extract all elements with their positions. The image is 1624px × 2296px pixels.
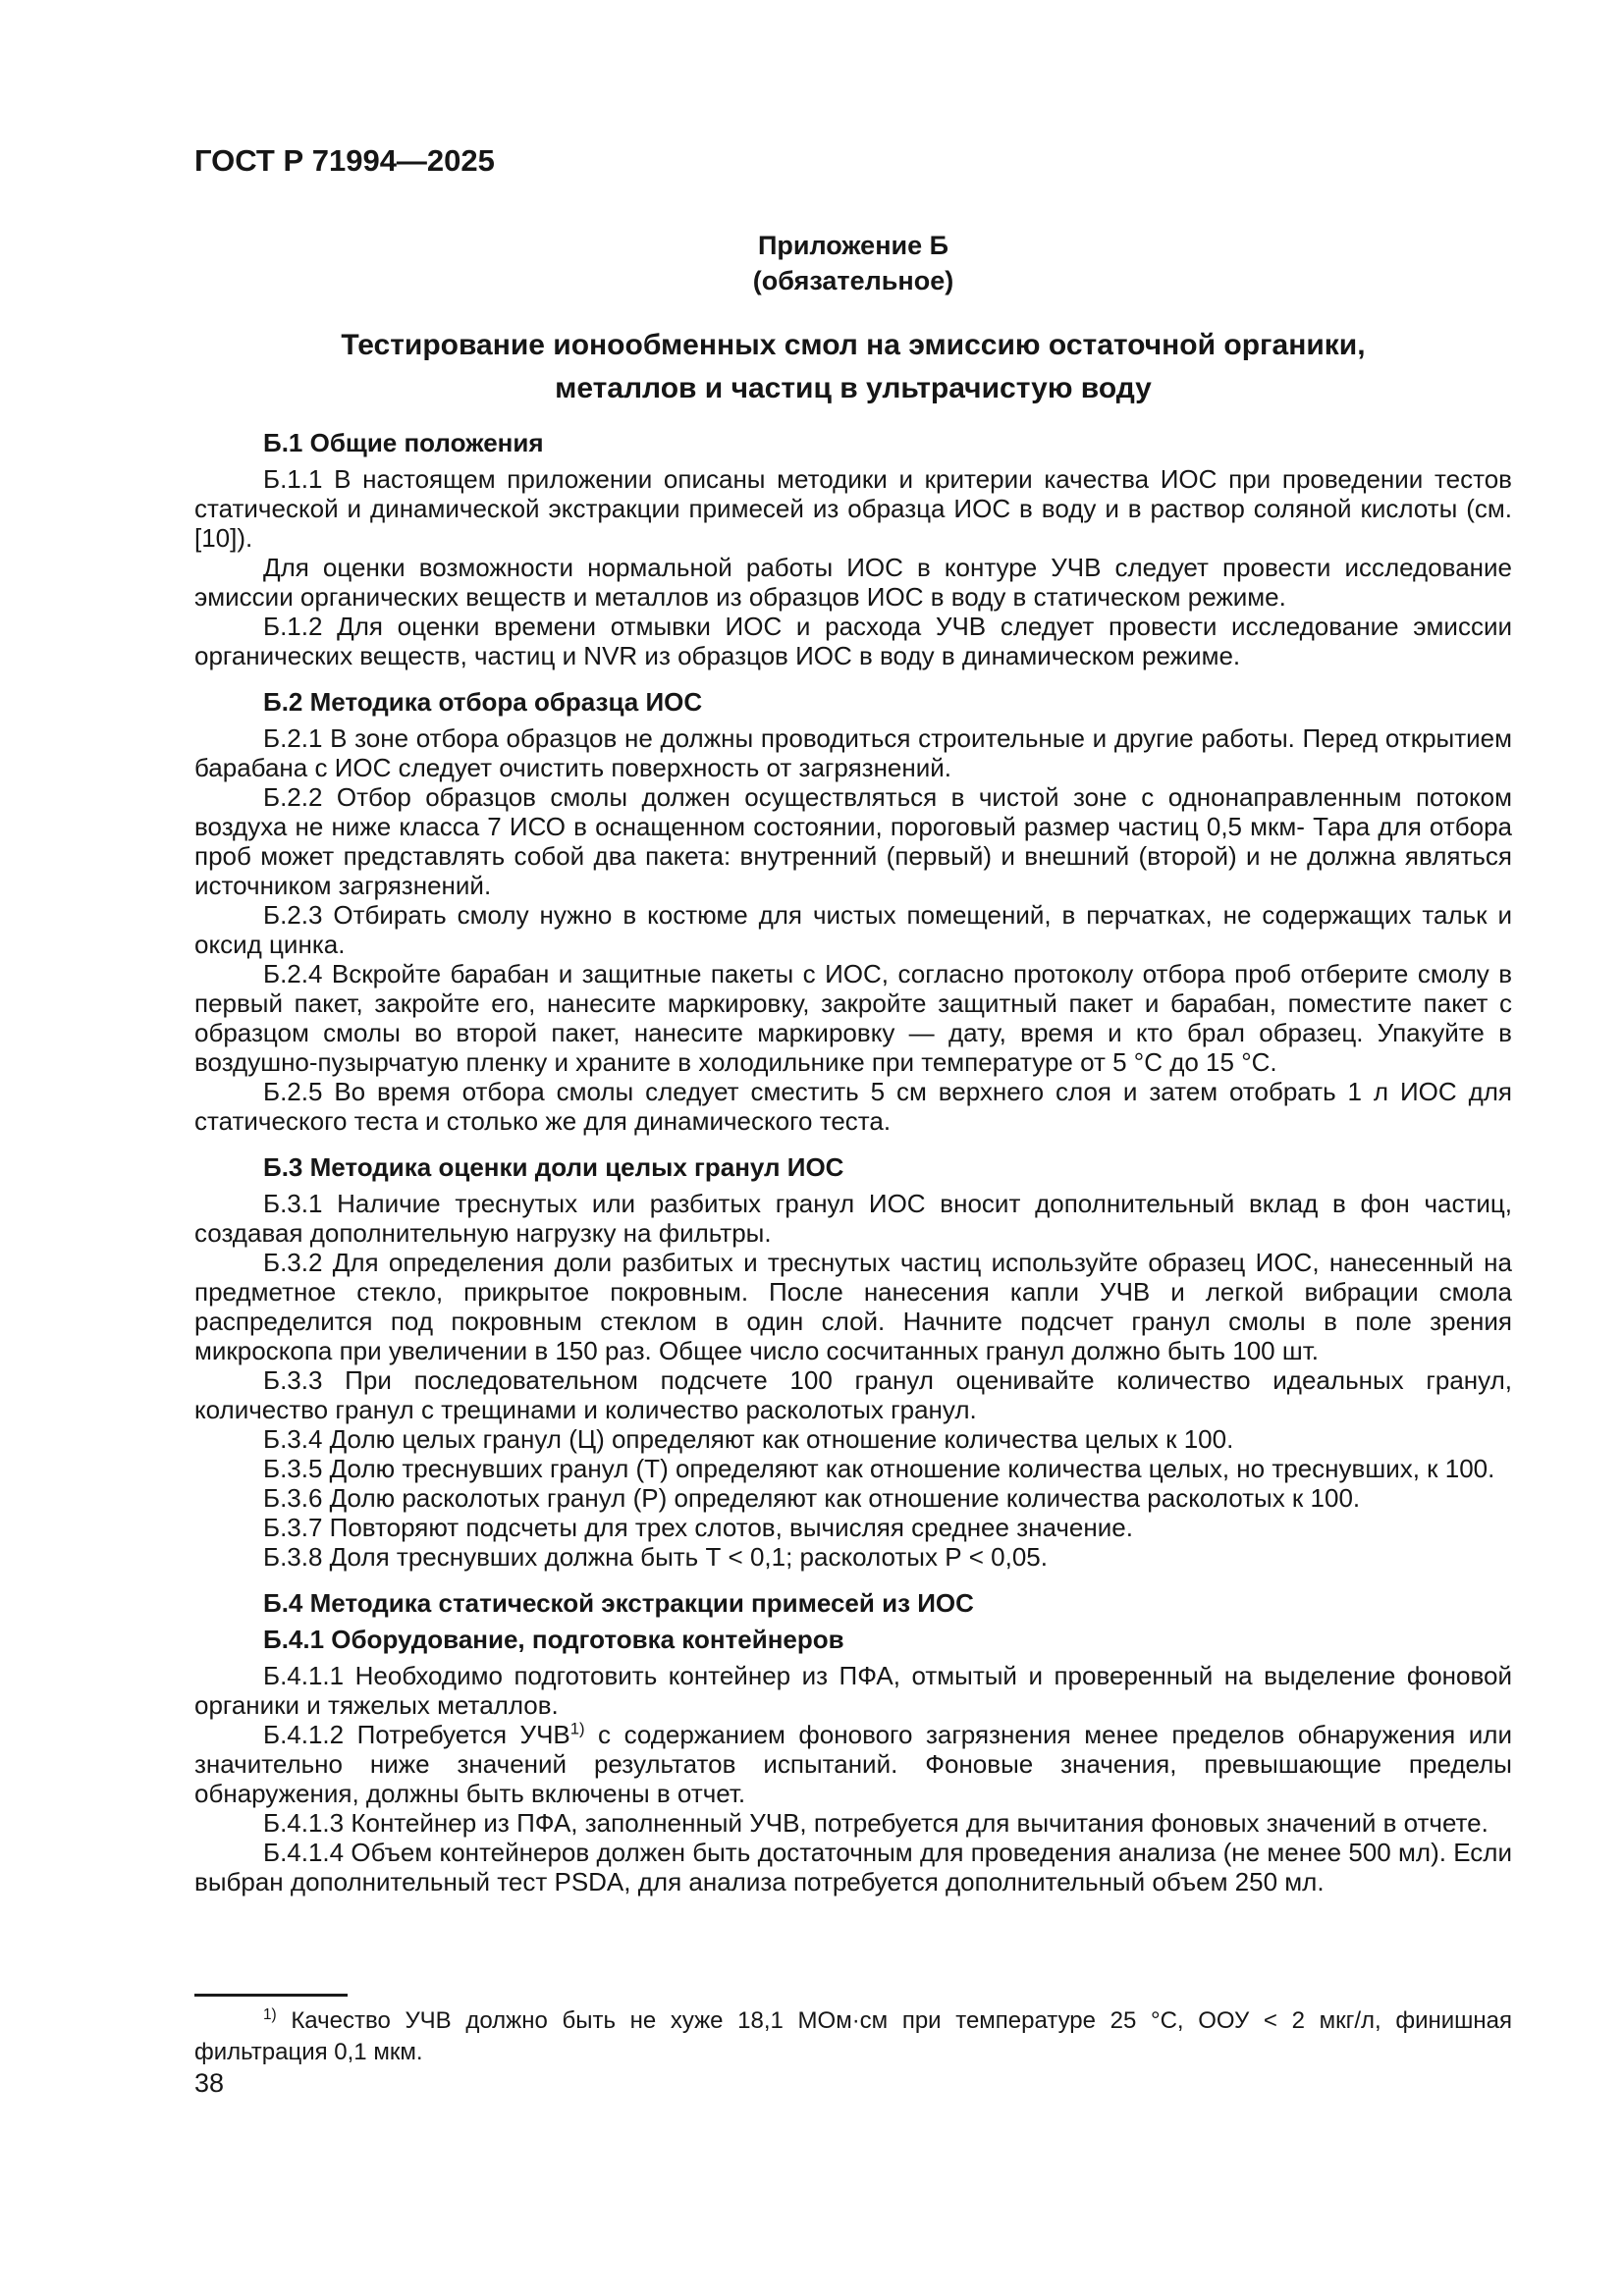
- text-run: Б.4.1.2 Потребуется УЧВ: [263, 1720, 570, 1749]
- para-15: Б.3.5 Долю треснувших гранул (Т) определяют как отношение количества целых, но треснувших, к 100.: [263, 1454, 1495, 1483]
- footnote-body: Качество УЧВ должно быть не хуже 18,1 МОм·см при температуре 25 °С, ООУ < 2 мкг/л, финишная фильтрация 0,1 мкм.: [194, 2007, 1512, 2065]
- appendix-label: Приложение Б: [757, 231, 949, 260]
- para-18: Б.3.8 Доля треснувших должна быть Т < 0,1; расколотых Р < 0,05.: [263, 1542, 1048, 1572]
- heading-10: Б.3 Методика оценки доли целых гранул ИОС: [263, 1152, 844, 1182]
- footnote-reference-mark: 1): [569, 1719, 585, 1738]
- appendix-obligation-note: (обязательное): [752, 266, 954, 295]
- appendix-title-line-1: Тестирование ионообменных смол на эмиссию остаточной органики,: [341, 329, 1366, 361]
- subheading-20: Б.4.1 Оборудование, подготовка контейнеров: [263, 1625, 844, 1654]
- footnote: [194, 1994, 1512, 2068]
- para-12: Б.3.2 Для определения доли разбитых и треснутых частиц используйте образец ИОС, нанесенный на предметное стекло, прикрытое покровным. После нанесения капли УЧВ и легкой вибрации смола распределится под покровным стеклом в один слой. Начните подсчет гранул смолы в поле зрения микроскопа при увеличении в 150 раз. Общее число сосчитанных гранул должно быть 100 шт.: [194, 1248, 1512, 1365]
- para-16: Б.3.6 Долю расколотых гранул (Р) определяют как отношение количества расколотых к 100.: [263, 1483, 1361, 1513]
- para-2: Для оценки возможности нормальной работы ИОС в контуре УЧВ следует провести исследование эмиссии органических веществ и металлов из образцов ИОС в воду в статическом режиме.: [194, 553, 1512, 612]
- para-17: Б.3.7 Повторяют подсчеты для трех слотов, вычисляя среднее значение.: [263, 1513, 1133, 1542]
- para-5: Б.2.1 В зоне отбора образцов не должны проводиться строительные и другие работы. Перед открытием барабана с ИОС следует очистить поверхность от загрязнений.: [194, 723, 1512, 782]
- para-14: Б.3.4 Долю целых гранул (Ц) определяют как отношение количества целых к 100.: [263, 1424, 1234, 1454]
- para-3: Б.1.2 Для оценки времени отмывки ИОС и расхода УЧВ следует провести исследование эмиссии органических веществ, частиц и NVR из образцов ИОС в воду в динамическом режиме.: [194, 612, 1512, 670]
- para-7: Б.2.3 Отбирать смолу нужно в костюме для чистых помещений, в перчатках, не содержащих тальк и оксид цинка.: [194, 900, 1512, 959]
- content: [194, 428, 1512, 1896]
- heading-19: Б.4 Методика статической экстракции примесей из ИОС: [263, 1588, 974, 1618]
- para-9: Б.2.5 Во время отбора смолы следует сместить 5 см верхнего слоя и затем отобрать 1 л ИОС для статического теста и столько же для динамического теста.: [194, 1077, 1512, 1136]
- appendix-title-line-2: металлов и частиц в ультрачистую воду: [555, 372, 1152, 404]
- para-8: Б.2.4 Вскройте барабан и защитные пакеты с ИОС, согласно протоколу отбора проб отберите смолу в первый пакет, закройте его, нанесите маркировку, закройте защитный пакет и барабан, поместите пакет с образцом смолы во второй пакет, нанесите маркировку — дату, время и кто брал образец. Упакуйте в воздушно-пузырчатую пленку и храните в холодильнике при температуре от 5 °С до 15 °С.: [194, 959, 1512, 1077]
- text-run: с содержанием фонового загрязнения менее пределов обнаружения или значительно ниже значений результатов испытаний. Фоновые значения, превышающие пределы обнаружения, должны быть включены в отчет.: [194, 1720, 1512, 1808]
- footnote-text: [194, 2005, 1512, 2068]
- para-1: Б.1.1 В настоящем приложении описаны методики и критерии качества ИОС при проведении тестов статической и динамической экстракции примесей из образца ИОС в воду и в раствор соляной кислоты (см. [10]).: [194, 464, 1512, 553]
- appendix-title: [194, 324, 1512, 410]
- para-11: Б.3.1 Наличие треснутых или разбитых гранул ИОС вносит дополнительный вклад в фон частиц, создавая дополнительную нагрузку на фильтры.: [194, 1189, 1512, 1248]
- para-6: Б.2.2 Отбор образцов смолы должен осуществляться в чистой зоне с однонаправленным потоком воздуха не ниже класса 7 ИСО в оснащенном состоянии, пороговый размер частиц 0,5 мкм- Тара для отбора проб может представлять собой два пакета: внутренний (первый) и внешний (второй) и не должна являться источником загрязнений.: [194, 782, 1512, 900]
- para-22: [194, 1720, 1512, 1808]
- footnote-marker: 1): [263, 2006, 277, 2023]
- page-number: 38: [194, 2068, 225, 2098]
- heading-4: Б.2 Методика отбора образца ИОС: [263, 687, 703, 717]
- standard-code: ГОСТ Р 71994—2025: [194, 143, 495, 178]
- para-24: Б.4.1.4 Объем контейнеров должен быть достаточным для проведения анализа (не менее 500 мл). Если выбран дополнительный тест PSDA, для анализа потребуется дополнительный объем 250 мл.: [194, 1838, 1512, 1896]
- para-13: Б.3.3 При последовательном подсчете 100 гранул оценивайте количество идеальных гранул, количество гранул с трещинами и количество расколотых гранул.: [194, 1365, 1512, 1424]
- heading-0: Б.1 Общие положения: [263, 428, 544, 457]
- para-21: Б.4.1.1 Необходимо подготовить контейнер из ПФА, отмытый и проверенный на выделение фоновой органики и тяжелых металлов.: [194, 1661, 1512, 1720]
- footnote-divider: [194, 1994, 348, 1997]
- para-23: Б.4.1.3 Контейнер из ПФА, заполненный УЧВ, потребуется для вычитания фоновых значений в отчете.: [263, 1808, 1489, 1838]
